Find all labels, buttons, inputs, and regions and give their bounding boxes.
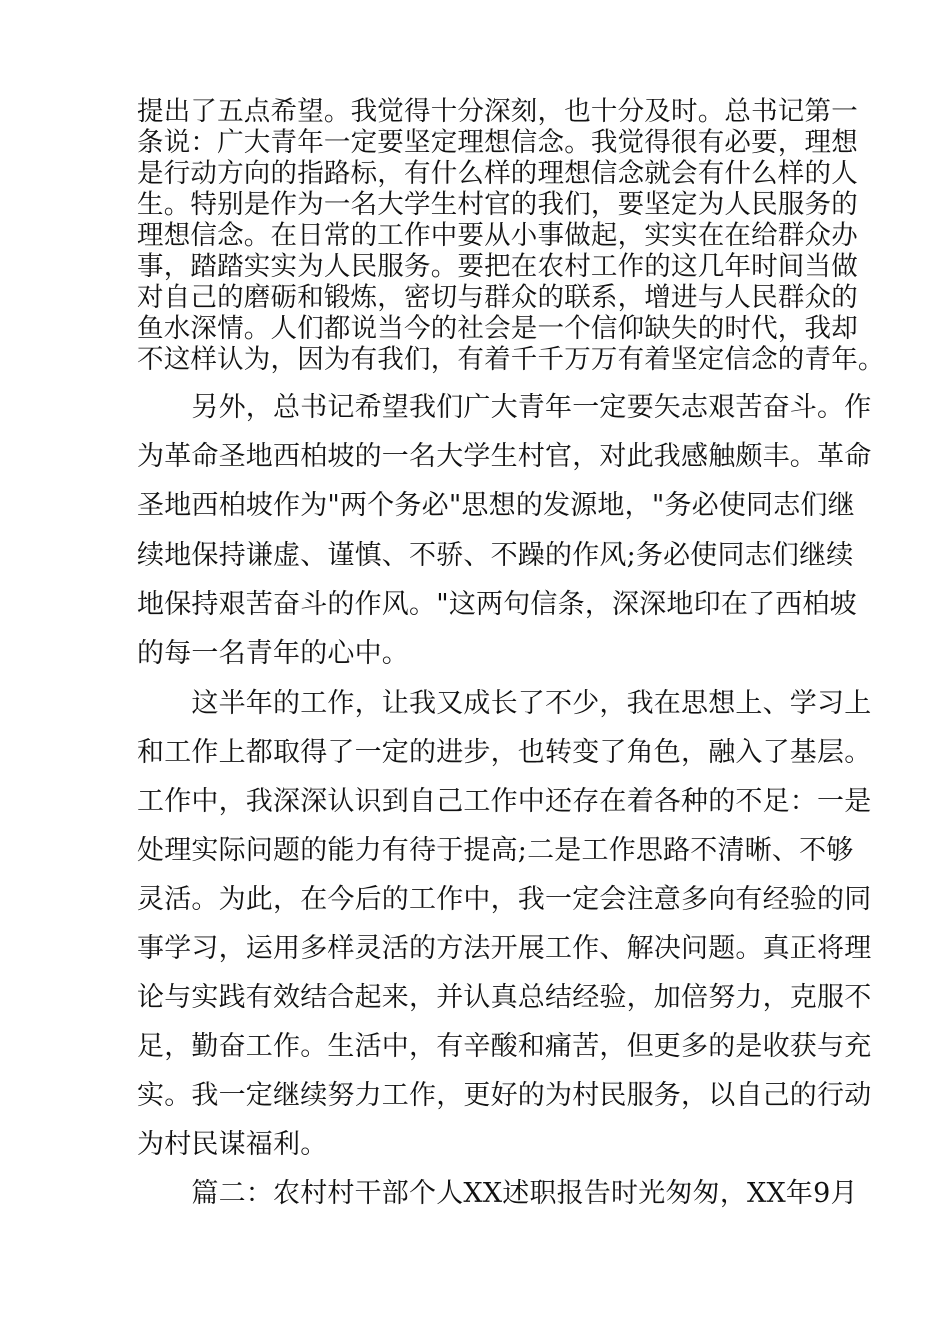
- text-line: 鱼水深情。人们都说当今的社会是一个信仰缺失的时代，我却: [137, 313, 858, 344]
- text-line: 这半年的工作，让我又成长了不少，我在思想上、学习上: [137, 688, 872, 719]
- text-line: 实。我一定继续努力工作，更好的为村民服务，以自己的行动: [137, 1080, 872, 1111]
- text-line: 事学习，运用多样灵活的方法开展工作、解决问题。真正将理: [137, 933, 872, 964]
- text-line: 对自己的磨砺和锻炼，密切与群众的联系，增进与人民群众的: [137, 282, 858, 313]
- text-line: 另外，总书记希望我们广大青年一定要矢志艰苦奋斗。作: [137, 392, 872, 423]
- text-line: 灵活。为此，在今后的工作中，我一定会注意多向有经验的同: [137, 884, 872, 915]
- text-line: 提出了五点希望。我觉得十分深刻，也十分及时。总书记第一: [137, 96, 858, 127]
- text-line: 足，勤奋工作。生活中，有辛酸和痛苦，但更多的是收获与充: [137, 1031, 872, 1062]
- text-line: 圣地西柏坡作为"两个务必"思想的发源地，"务必使同志们继: [137, 490, 855, 521]
- text-line: 地保持艰苦奋斗的作风。"这两句信条，深深地印在了西柏坡: [137, 589, 857, 620]
- text-line: 处理实际问题的能力有待于提高;二是工作思路不清晰、不够: [137, 835, 854, 866]
- text-line: 篇二：农村村干部个人XX述职报告时光匆匆，XX年9月: [137, 1178, 858, 1209]
- text-line: 的每一名青年的心中。: [137, 638, 409, 669]
- text-line: 论与实践有效结合起来，并认真总结经验，加倍努力，克服不: [137, 982, 872, 1013]
- text-line: 生。特别是作为一名大学生村官的我们，要坚定为人民服务的: [137, 189, 858, 220]
- text-line: 是行动方向的指路标，有什么样的理想信念就会有什么样的人: [137, 158, 858, 189]
- text-line: 为革命圣地西柏坡的一名大学生村官，对此我感触颇丰。革命: [137, 441, 872, 472]
- text-line: 为村民谋福利。: [137, 1129, 328, 1160]
- text-line: 不这样认为，因为有我们，有着千千万万有着坚定信念的青年。: [137, 344, 885, 375]
- text-line: 理想信念。在日常的工作中要从小事做起，实实在在给群众办: [137, 220, 858, 251]
- text-line: 和工作上都取得了一定的进步，也转变了角色，融入了基层。: [137, 737, 872, 768]
- text-line: 条说：广大青年一定要坚定理想信念。我觉得很有必要，理想: [137, 127, 858, 158]
- text-line: 续地保持谦虚、谨慎、不骄、不躁的作风;务必使同志们继续: [137, 540, 854, 571]
- text-line: 事，踏踏实实为人民服务。要把在农村工作的这几年时间当做: [137, 251, 858, 282]
- text-line: 工作中，我深深认识到自己工作中还存在着各种的不足：一是: [137, 786, 872, 817]
